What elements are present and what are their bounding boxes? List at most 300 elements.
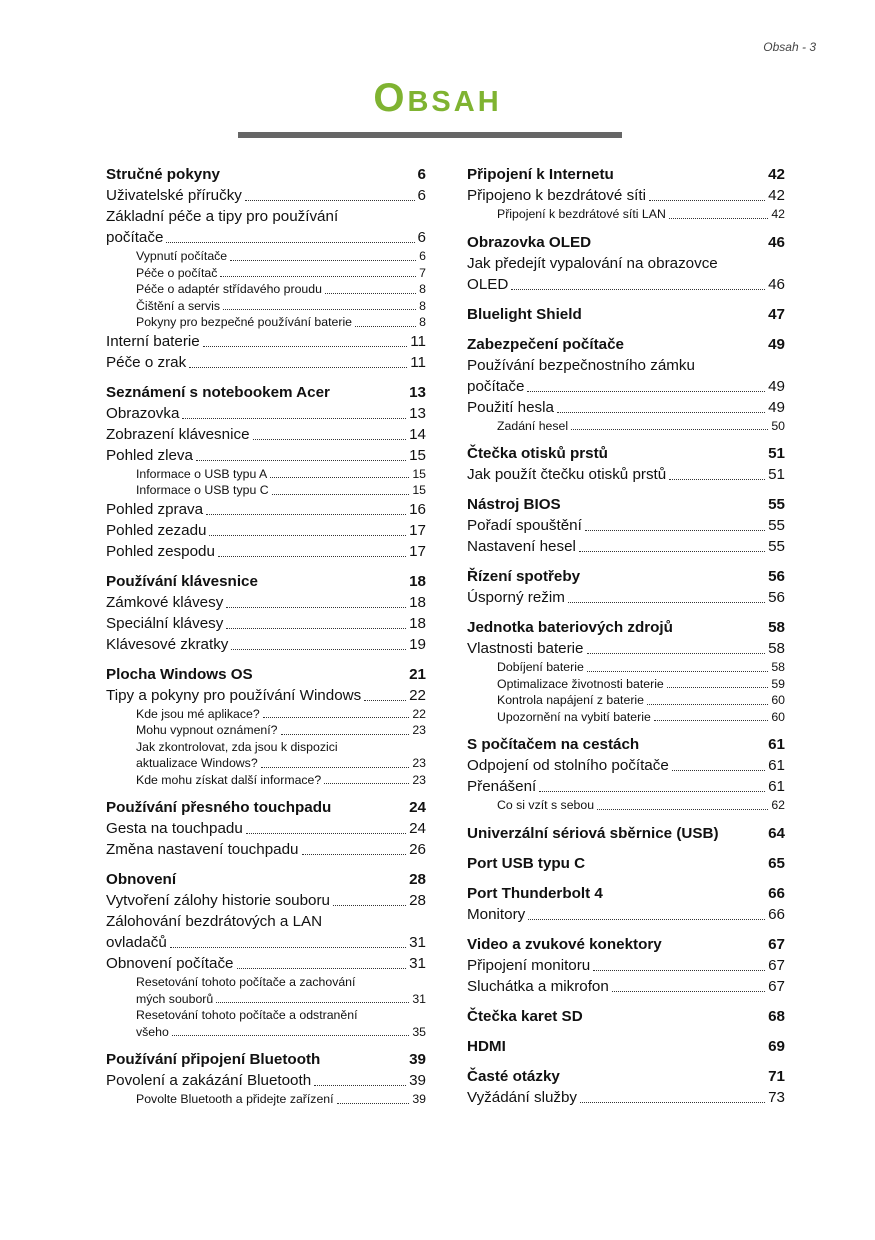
dot-leader — [597, 809, 768, 810]
toc-heading-page: 71 — [768, 1067, 785, 1085]
toc-heading-title: HDMI — [467, 1037, 506, 1055]
toc-entry-text: Zobrazení klávesnice — [106, 425, 250, 443]
toc-entry-page: 42 — [771, 207, 785, 221]
toc-heading-page: 51 — [768, 445, 785, 462]
toc-heading-page: 58 — [768, 619, 785, 636]
toc-section — [467, 304, 785, 325]
dot-leader — [196, 460, 406, 461]
toc-heading-title: Používání připojení Bluetooth — [106, 1051, 321, 1068]
toc-entry-text: Kontrola napájení z baterie — [497, 693, 644, 707]
toc-heading-title: Bluelight Shield — [467, 305, 582, 323]
dot-leader — [669, 479, 765, 480]
toc-entry-page: 31 — [409, 934, 426, 951]
toc-entry-page: 23 — [412, 772, 426, 787]
dot-leader — [579, 551, 765, 552]
toc-heading-title: Čtečka karet SD — [467, 1007, 583, 1025]
running-head: Obsah - 3 — [763, 40, 816, 54]
toc-heading[interactable] — [467, 1036, 785, 1057]
dot-leader — [669, 218, 768, 219]
toc-entry-text: Připojeno k bezdrátové síti — [467, 187, 646, 204]
toc-entry[interactable] — [467, 253, 785, 295]
toc-entry[interactable] — [106, 613, 426, 634]
toc-sub[interactable] — [467, 206, 785, 223]
dot-leader — [527, 391, 765, 392]
toc-heading-page: 13 — [409, 383, 426, 401]
toc-entry-text: Tipy a pokyny pro používání Windows — [106, 686, 362, 704]
toc-section — [467, 1066, 785, 1108]
toc-heading-page: 69 — [768, 1037, 785, 1055]
toc-heading-page: 49 — [768, 335, 785, 353]
dot-leader — [654, 720, 769, 721]
dot-leader — [647, 704, 768, 705]
toc-entry-page: 55 — [768, 538, 785, 555]
toc-section — [106, 797, 426, 860]
dot-leader — [203, 346, 408, 347]
dot-leader — [568, 602, 765, 603]
toc-entry-text: Jak zkontrolovat, zda jsou k dispozici — [136, 739, 338, 754]
toc-entry-page: 8 — [419, 298, 426, 313]
toc-heading-title: Obnovení — [106, 871, 177, 888]
toc-entry-text: Jak předejít vypalování na obrazovce — [467, 254, 718, 272]
dot-leader — [612, 991, 765, 992]
toc-entry-text: Úsporný režim — [467, 589, 565, 606]
toc-entry-page: 28 — [409, 892, 426, 909]
toc-entry[interactable] — [106, 634, 426, 655]
toc-entry-page: 60 — [771, 709, 785, 724]
toc-entry-page: 15 — [412, 483, 426, 497]
toc-entry-text: Informace o USB typu A — [136, 466, 268, 481]
toc-entry-page: 58 — [768, 640, 785, 657]
toc-heading[interactable] — [106, 1049, 426, 1070]
toc-heading[interactable] — [467, 443, 785, 464]
toc-heading-page: 65 — [768, 854, 785, 872]
toc-entry[interactable] — [106, 911, 426, 953]
toc-entry-text: Pohled zezadu — [106, 521, 207, 539]
dot-leader — [580, 1102, 765, 1103]
dot-leader — [528, 919, 765, 920]
toc-sub[interactable] — [467, 797, 785, 814]
toc-entry-page: 66 — [768, 905, 785, 923]
toc-heading[interactable] — [106, 869, 426, 890]
toc-heading[interactable] — [467, 883, 785, 904]
toc-section — [467, 883, 785, 925]
toc-entry-page: 56 — [768, 589, 785, 606]
toc-heading-title: Jednotka bateriových zdrojů — [467, 619, 673, 636]
toc-entry-page: 35 — [412, 1024, 426, 1039]
toc-heading[interactable] — [106, 382, 426, 403]
toc-section — [467, 494, 785, 557]
dot-leader — [245, 200, 415, 201]
toc-heading-title: Časté otázky — [467, 1067, 560, 1085]
dot-leader — [571, 429, 768, 430]
toc-sub[interactable] — [467, 659, 785, 676]
toc-entry[interactable] — [106, 206, 426, 248]
dot-leader — [218, 556, 406, 557]
dot-leader — [649, 200, 765, 201]
toc-heading[interactable] — [467, 566, 785, 587]
toc-entry-page: 14 — [409, 425, 426, 443]
toc-entry-page: 6 — [419, 249, 426, 263]
toc-left-column — [106, 164, 426, 1117]
toc-entry-page: 51 — [768, 466, 785, 483]
dot-leader — [324, 783, 409, 784]
toc-entry-page: 39 — [409, 1072, 426, 1089]
toc-section — [467, 823, 785, 844]
toc-heading[interactable] — [467, 1066, 785, 1087]
dot-leader — [261, 767, 410, 768]
toc-heading-title: Používání klávesnice — [106, 572, 258, 590]
toc-entry-page: 15 — [412, 466, 426, 481]
toc-entry-page: 73 — [768, 1088, 785, 1106]
toc-entry-page: 39 — [412, 1092, 426, 1106]
toc-entry-line2 — [467, 274, 785, 295]
toc-entry-page: 50 — [771, 418, 785, 433]
dot-leader — [587, 653, 766, 654]
toc-sub[interactable] — [106, 314, 426, 331]
toc-sub[interactable] — [106, 772, 426, 789]
dot-leader — [272, 494, 410, 495]
toc-sub[interactable] — [467, 418, 785, 435]
toc-entry[interactable] — [106, 520, 426, 541]
title-rest: BSAH — [407, 86, 502, 118]
toc-sub[interactable] — [106, 248, 426, 265]
toc-entry-text: Péče o počítač — [136, 265, 218, 280]
toc-entry-page: 49 — [768, 398, 785, 416]
toc-entry[interactable] — [106, 592, 426, 613]
dot-leader — [302, 854, 407, 855]
toc-entry[interactable] — [467, 955, 785, 976]
toc-heading[interactable] — [106, 797, 426, 818]
toc-entry-text: Vypnutí počítače — [136, 249, 228, 263]
toc-entry-text: Kde jsou mé aplikace? — [136, 706, 260, 721]
title-underline — [238, 132, 622, 138]
toc-heading[interactable] — [467, 334, 785, 355]
toc-entry-text: Upozornění na vybití baterie — [497, 709, 651, 724]
dot-leader — [337, 1103, 410, 1104]
toc-entry-text: Dobíjení baterie — [497, 660, 584, 674]
toc-heading-page: 68 — [768, 1007, 785, 1025]
toc-heading-page: 28 — [409, 871, 426, 888]
toc-heading-page: 56 — [768, 568, 785, 585]
dot-leader — [593, 970, 765, 971]
toc-entry-line2 — [106, 227, 426, 248]
toc-entry-page: 17 — [409, 542, 426, 560]
toc-entry-text: Čištění a servis — [136, 298, 221, 313]
toc-sub[interactable] — [106, 265, 426, 282]
toc-entry-page: 59 — [771, 676, 785, 691]
toc-sub[interactable] — [106, 482, 426, 499]
toc-entry-page: 19 — [409, 635, 426, 653]
toc-entry-page: 67 — [768, 956, 785, 974]
toc-entry[interactable] — [106, 499, 426, 520]
toc-entry-text: Pokyny pro bezpečné používání baterie — [136, 315, 353, 329]
toc-entry[interactable] — [106, 352, 426, 373]
toc-sub[interactable] — [106, 974, 426, 1007]
toc-entry[interactable] — [467, 515, 785, 536]
toc-entry[interactable] — [106, 818, 426, 839]
toc-section — [467, 734, 785, 814]
toc-entry-page: 58 — [771, 660, 785, 674]
toc-entry-text-cont: počítače — [467, 377, 525, 395]
toc-heading-title: Obrazovka OLED — [467, 233, 592, 251]
toc-heading[interactable] — [467, 494, 785, 515]
toc-heading[interactable] — [467, 734, 785, 755]
toc-entry-page: 8 — [419, 282, 426, 296]
toc-entry-page: 23 — [412, 756, 426, 770]
toc-heading-title: Zabezpečení počítače — [467, 335, 624, 353]
toc-section — [467, 853, 785, 874]
toc-entry-page: 31 — [409, 955, 426, 972]
toc-section — [467, 934, 785, 997]
toc-entry-text: Resetování tohoto počítače a zachování — [136, 975, 356, 989]
toc-heading-page: 67 — [768, 935, 785, 953]
toc-entry-page: 17 — [409, 521, 426, 539]
dot-leader — [585, 530, 765, 531]
toc-entry-text: Co si vzít s sebou — [497, 798, 595, 812]
toc-heading-title: Plocha Windows OS — [106, 665, 253, 683]
toc-sub[interactable] — [467, 709, 785, 726]
toc-heading-title: Port Thunderbolt 4 — [467, 884, 603, 902]
toc-entry[interactable] — [467, 397, 785, 418]
dot-leader — [314, 1085, 406, 1086]
toc-section — [106, 869, 426, 1040]
dot-leader — [587, 671, 768, 672]
toc-entry[interactable] — [467, 355, 785, 397]
toc-entry-page: 62 — [771, 798, 785, 812]
toc-entry[interactable] — [467, 755, 785, 776]
toc-entry[interactable] — [106, 331, 426, 352]
toc-entry-line2 — [467, 376, 785, 397]
page-title — [0, 78, 875, 118]
toc-entry-text: Připojení k bezdrátové síti LAN — [497, 207, 666, 221]
toc-entry[interactable] — [106, 424, 426, 445]
dot-leader — [206, 514, 406, 515]
toc-heading-title: Stručné pokyny — [106, 166, 220, 183]
toc-heading-page: 66 — [768, 884, 785, 902]
toc-heading[interactable] — [467, 1006, 785, 1027]
toc-entry[interactable] — [467, 638, 785, 659]
toc-section — [106, 664, 426, 789]
toc-heading-page: 18 — [409, 572, 426, 590]
toc-heading-title: Čtečka otisků prstů — [467, 445, 608, 462]
toc-entry-text: Péče o zrak — [106, 353, 187, 371]
toc-entry[interactable] — [106, 445, 426, 466]
toc-entry[interactable] — [106, 953, 426, 974]
toc-entry-text: Použití hesla — [467, 398, 554, 416]
toc-entry-text-cont: mých souborů — [136, 991, 214, 1006]
toc-entry-text: Základní péče a tipy pro používání — [106, 208, 339, 225]
toc-entry[interactable] — [106, 185, 426, 206]
toc-entry[interactable] — [106, 1070, 426, 1091]
dot-leader — [230, 260, 416, 261]
dot-leader — [672, 770, 765, 771]
toc-heading[interactable] — [467, 617, 785, 638]
toc-heading-title: S počítačem na cestách — [467, 736, 640, 753]
toc-sub[interactable] — [106, 298, 426, 315]
toc-entry-page: 13 — [409, 404, 426, 422]
toc-heading-title: Nástroj BIOS — [467, 496, 561, 513]
toc-heading-page: 6 — [417, 166, 426, 183]
toc-section — [106, 382, 426, 562]
title-initial: O — [373, 76, 408, 120]
toc-entry[interactable] — [467, 536, 785, 557]
dot-leader — [166, 242, 414, 243]
toc-heading-page: 46 — [768, 233, 785, 251]
toc-entry-text-cont: všeho — [136, 1024, 169, 1039]
toc-entry-text: Kde mohu získat další informace? — [136, 772, 322, 787]
toc-entry-text: Péče o adaptér střídavého proudu — [136, 282, 322, 296]
toc-section — [106, 571, 426, 655]
toc-heading-page: 42 — [768, 166, 785, 183]
toc-heading[interactable] — [467, 823, 785, 844]
toc-entry-page: 24 — [409, 820, 426, 837]
toc-entry[interactable] — [467, 185, 785, 206]
toc-entry-text-cont: OLED — [467, 275, 509, 293]
toc-entry-text: Monitory — [467, 905, 526, 923]
dot-leader — [231, 649, 406, 650]
toc-entry[interactable] — [106, 839, 426, 860]
dot-leader — [270, 477, 409, 478]
toc-entry-page: 23 — [412, 723, 426, 737]
dot-leader — [226, 607, 406, 608]
toc-entry-page: 61 — [768, 778, 785, 795]
dot-leader — [355, 326, 416, 327]
toc-heading[interactable] — [467, 232, 785, 253]
toc-entry-text-cont: počítače — [106, 229, 164, 246]
toc-entry[interactable] — [106, 890, 426, 911]
toc-entry[interactable] — [467, 904, 785, 925]
toc-section — [467, 334, 785, 435]
toc-section — [467, 443, 785, 485]
toc-entry[interactable] — [467, 464, 785, 485]
toc-heading-title: Video a zvukové konektory — [467, 935, 662, 953]
toc-sub[interactable] — [106, 706, 426, 723]
toc-entry-text-cont: aktualizace Windows? — [136, 756, 258, 770]
toc-entry-page: 15 — [409, 446, 426, 464]
toc-sub[interactable] — [106, 1091, 426, 1108]
toc-entry-text: Jak použít čtečku otisků prstů — [467, 466, 667, 483]
toc-entry-page: 61 — [768, 757, 785, 774]
toc-entry-page: 22 — [412, 706, 426, 721]
dot-leader — [237, 968, 407, 969]
toc-entry-line2 — [136, 1024, 426, 1041]
toc-right-column — [467, 164, 785, 1117]
toc-entry-page: 42 — [768, 187, 785, 204]
toc-heading-page: 47 — [768, 305, 785, 323]
toc-entry-line2 — [106, 932, 426, 953]
toc-entry-text: Nastavení hesel — [467, 538, 576, 555]
toc-sub[interactable] — [106, 722, 426, 739]
toc-entry[interactable] — [467, 976, 785, 997]
toc-entry-page: 6 — [417, 187, 426, 204]
dot-leader — [667, 687, 769, 688]
toc-entry[interactable] — [106, 685, 426, 706]
dot-leader — [539, 791, 765, 792]
dot-leader — [557, 412, 765, 413]
toc-entry-text: Pořadí spouštění — [467, 517, 582, 534]
dot-leader — [209, 535, 406, 536]
toc-entry[interactable] — [106, 541, 426, 562]
toc-sub[interactable] — [467, 676, 785, 693]
toc-section — [467, 566, 785, 608]
toc-entry-text: Zálohování bezdrátových a LAN — [106, 913, 323, 930]
toc-entry-text: Speciální klávesy — [106, 614, 224, 632]
toc-entry-text: Pohled zleva — [106, 446, 193, 464]
dot-leader — [325, 293, 416, 294]
toc-section — [467, 617, 785, 725]
toc-heading-title: Řízení spotřeby — [467, 568, 581, 585]
toc-entry-text: Pohled zprava — [106, 500, 204, 518]
toc-entry-text: Připojení monitoru — [467, 956, 591, 974]
toc-entry-page: 46 — [768, 275, 785, 293]
dot-leader — [189, 367, 407, 368]
toc-entry-text: Odpojení od stolního počítače — [467, 757, 669, 774]
dot-leader — [333, 905, 406, 906]
toc-heading-title: Port USB typu C — [467, 854, 586, 872]
toc-entry[interactable] — [467, 587, 785, 608]
toc-heading[interactable] — [467, 853, 785, 874]
dot-leader — [172, 1035, 409, 1036]
toc-heading[interactable] — [467, 164, 785, 185]
toc-sub[interactable] — [106, 466, 426, 483]
toc-entry-text-cont: ovladačů — [106, 934, 167, 951]
toc-entry-text: Zámkové klávesy — [106, 593, 224, 611]
toc-heading[interactable] — [106, 664, 426, 685]
toc-section — [467, 164, 785, 223]
toc-entry-text: Povolte Bluetooth a přidejte zařízení — [136, 1092, 334, 1106]
toc-entry-text: Interní baterie — [106, 332, 200, 350]
toc-entry-page: 11 — [410, 353, 426, 371]
toc-entry-text: Sluchátka a mikrofon — [467, 977, 609, 995]
dot-leader — [182, 418, 406, 419]
toc-entry-page: 6 — [417, 229, 426, 246]
toc-entry-page: 60 — [771, 693, 785, 707]
toc-heading-page: 55 — [768, 496, 785, 513]
toc-entry-page: 8 — [419, 315, 426, 329]
toc-heading-title: Používání přesného touchpadu — [106, 799, 332, 816]
toc-entry-text: Povolení a zakázání Bluetooth — [106, 1072, 312, 1089]
toc-entry-text: Uživatelské příručky — [106, 187, 242, 204]
dot-leader — [220, 276, 416, 277]
dot-leader — [226, 628, 406, 629]
toc-heading-title: Seznámení s notebookem Acer — [106, 383, 330, 401]
toc-sub[interactable] — [106, 281, 426, 298]
dot-leader — [511, 289, 765, 290]
toc-heading-page: 39 — [409, 1051, 426, 1068]
toc-sub[interactable] — [106, 739, 426, 772]
toc-heading-page: 24 — [409, 799, 426, 816]
dot-leader — [216, 1002, 409, 1003]
toc-sub[interactable] — [106, 1007, 426, 1040]
toc-entry-text: Přenášení — [467, 778, 537, 795]
toc-entry-text: Obnovení počítače — [106, 955, 234, 972]
toc-heading[interactable] — [106, 571, 426, 592]
toc-entry[interactable] — [106, 403, 426, 424]
dot-leader — [223, 309, 416, 310]
toc-entry-page: 49 — [768, 377, 785, 395]
toc-entry-text: Používání bezpečnostního zámku — [467, 356, 695, 374]
toc-entry-line2 — [136, 991, 426, 1008]
toc-sub[interactable] — [467, 692, 785, 709]
dot-leader — [281, 734, 410, 735]
toc-heading[interactable] — [467, 304, 785, 325]
toc-entry[interactable] — [467, 776, 785, 797]
toc-entry-page: 31 — [412, 991, 426, 1006]
toc-heading[interactable] — [106, 164, 426, 185]
toc-entry-text: Klávesové zkratky — [106, 635, 229, 653]
toc-heading[interactable] — [467, 934, 785, 955]
toc-entry[interactable] — [467, 1087, 785, 1108]
